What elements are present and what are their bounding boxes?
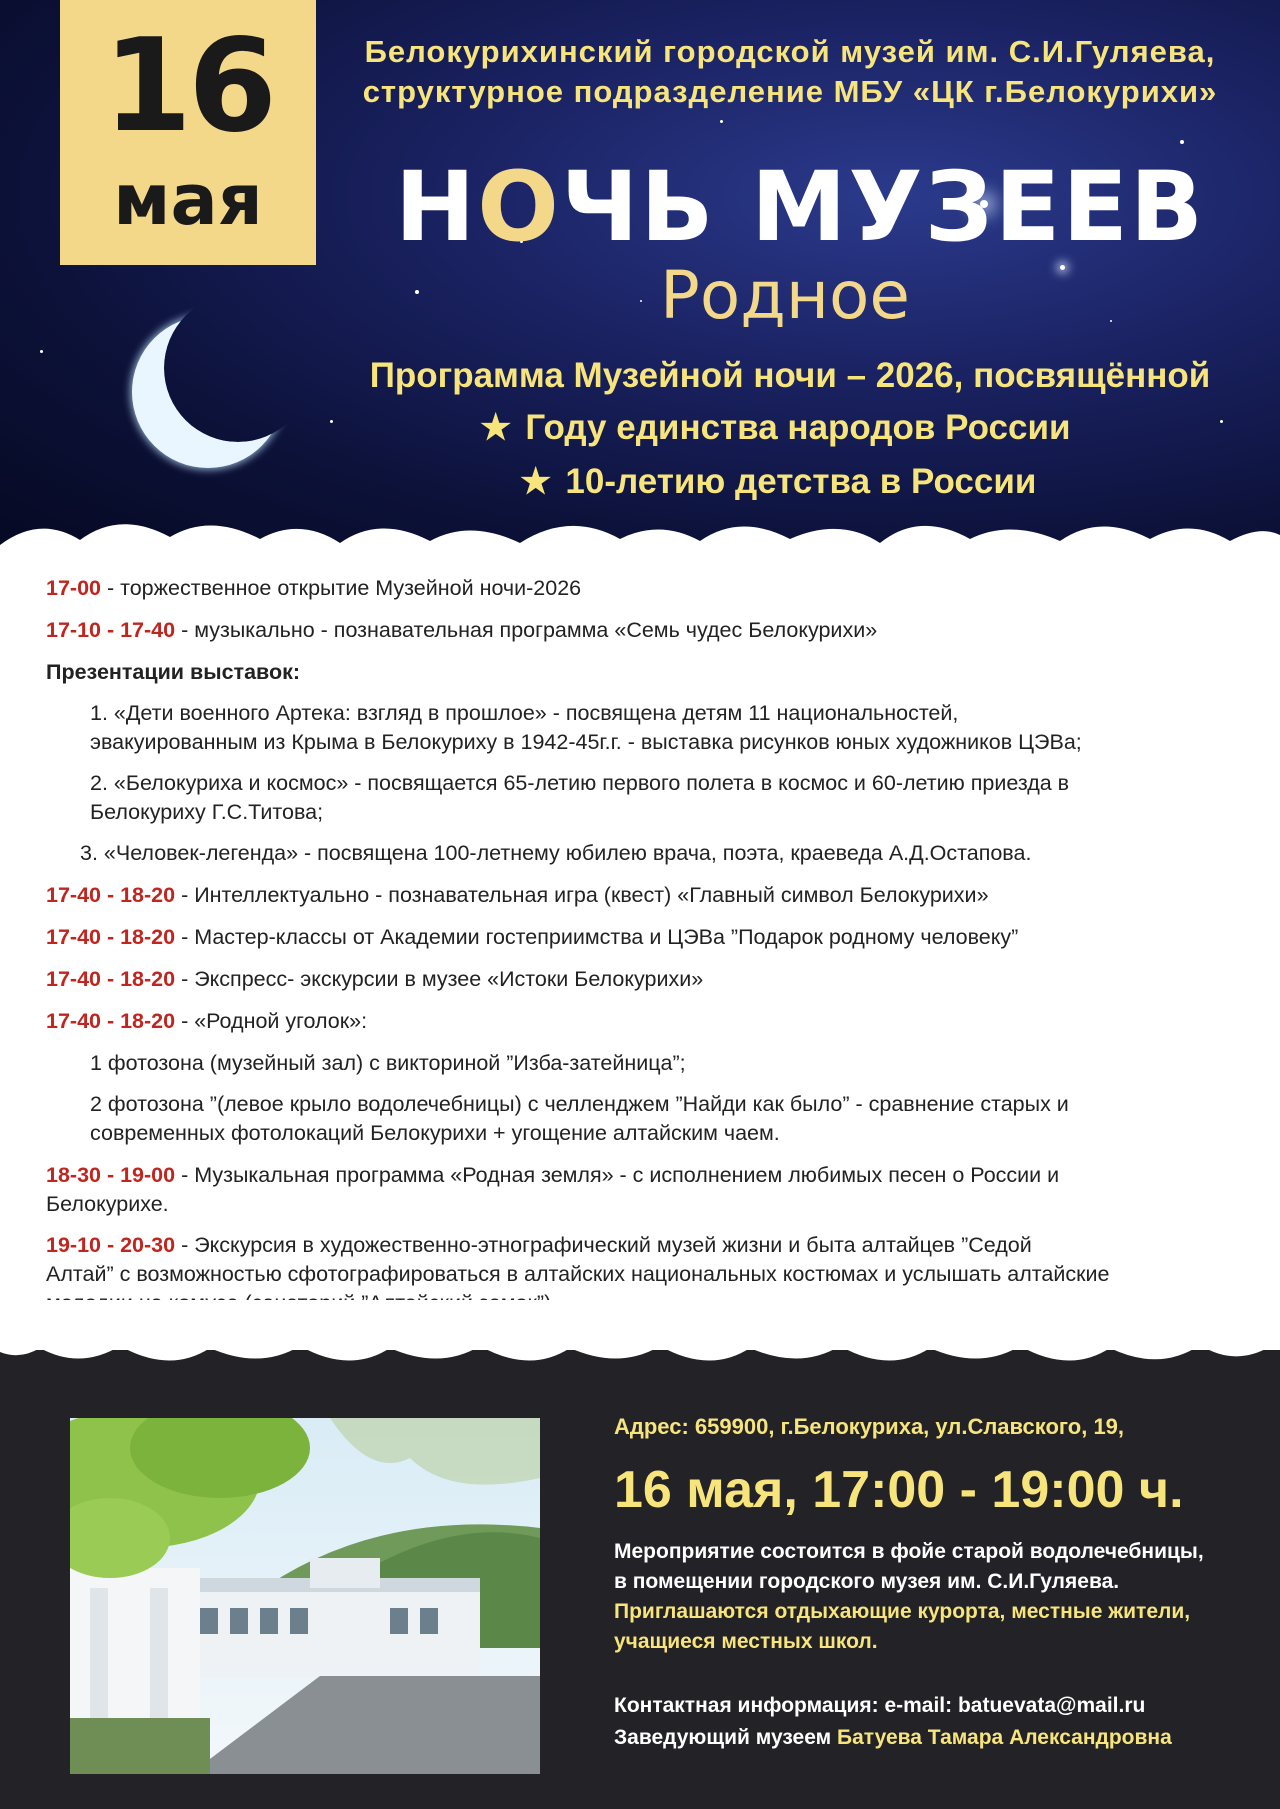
schedule-text: - «Родной уголок»: (175, 1009, 368, 1033)
schedule-item (46, 574, 1246, 603)
star-bullet-icon: ★ (480, 408, 512, 447)
star-icon (1110, 320, 1112, 322)
museum-building-photo (70, 1418, 540, 1774)
schedule-text: - музыкально - познавательная программа «Семь чудес Белокурихи» (175, 618, 878, 642)
event-title (370, 152, 1230, 262)
date-month: мая (113, 159, 263, 241)
schedule-time: 19-10 - 20-30 (46, 1233, 176, 1257)
schedule-item (46, 881, 1246, 910)
event-datetime: 16 мая, 17:00 - 19:00 ч. (614, 1461, 1184, 1519)
title-suffix: ЧЬ МУЗЕЕВ (560, 151, 1206, 263)
contact-info: Контактная информация: e-mail: batuevata@mail.ru (614, 1694, 1146, 1717)
star-icon (415, 290, 419, 294)
venue-text: Мероприятие состоится в фойе старой водолечебницы, (614, 1540, 1204, 1563)
schedule-text: - Экскурсия в художественно-этнографический музей жизни и быта алтайцев ”Седой (175, 1233, 1032, 1257)
photo-zone-item-cont: современных фотолокаций Белокурихи + угощение алтайским чаем. (90, 1121, 780, 1145)
schedule-item-cont: Белокурихе. (46, 1192, 169, 1216)
schedule-time: 17-40 - 18-20 (46, 1009, 176, 1033)
invitation-text: Приглашаются отдыхающие курорта, местные жители, (614, 1600, 1191, 1623)
schedule-time: 17-40 - 18-20 (46, 925, 176, 949)
head-name: Батуева Тамара Александровна (837, 1726, 1172, 1749)
program-dedication-2 (520, 462, 1036, 502)
star-icon (1180, 140, 1184, 144)
program-title: Программа Музейной ночи – 2026, посвящённой (369, 356, 1211, 395)
presentation-item: 1. «Дети военного Артека: взгляд в прошлое» - посвящена детям 11 национальностей, (90, 701, 959, 725)
schedule-time: 17-00 (46, 576, 101, 600)
schedule-text: - Музыкальная программа «Родная земля» - с исполнением любимых песен о России и (175, 1163, 1060, 1187)
schedule-time: 17-40 - 18-20 (46, 883, 176, 907)
star-icon (1220, 420, 1223, 423)
date-day: 16 (102, 12, 274, 161)
photo-zone-item: 1 фотозона (музейный зал) с викториной ”Изба-затейница”; (90, 1051, 686, 1075)
presentations-heading: Презентации выставок: (46, 660, 301, 684)
program-dedication-1 (480, 408, 1071, 448)
schedule-item (46, 923, 1246, 952)
schedule-item (46, 965, 1246, 994)
schedule-item (46, 1231, 1246, 1260)
title-prefix: Н (394, 151, 478, 263)
dedication-text: Году единства народов России (525, 408, 1071, 447)
schedule-time: 18-30 - 19-00 (46, 1163, 176, 1187)
head-label: Заведующий музеем (614, 1726, 837, 1749)
schedule-item (46, 616, 1246, 645)
cloud-edge-bottom (0, 1300, 1280, 1380)
organizer-line-1: Белокурихинский городской музей им. С.И.Гуляева, (364, 34, 1216, 69)
presentation-item: 2. «Белокуриха и космос» - посвящается 65-летию первого полета в космос и 60-летию приезда в (90, 771, 1070, 795)
cloud-edge-top (0, 505, 1280, 575)
photo-zone-item: 2 фотозона ”(левое крыло водолечебницы) с челленджем ”Найди как было” - сравнение старых и (90, 1092, 1069, 1116)
organizer-line-2: структурное подразделение МБУ «ЦК г.Белокурихи» (362, 74, 1218, 109)
venue-text: в помещении городского музея им. С.И.Гуляева. (614, 1570, 1120, 1593)
schedule-item (46, 1007, 1246, 1036)
title-moon-letter: О (477, 151, 561, 263)
dedication-text: 10-летию детства в России (565, 462, 1037, 501)
crescent-moon-icon (118, 300, 298, 480)
schedule-item-cont: Алтай” с возможностью сфотографироваться в алтайских национальных костюмах и услышать алтайские (46, 1262, 1110, 1286)
star-icon (40, 350, 43, 353)
event-subtitle: Родное (660, 257, 910, 334)
schedule-item (46, 1161, 1246, 1190)
presentation-item-cont: Белокуриху Г.С.Титова; (90, 800, 324, 824)
schedule-time: 17-10 - 17-40 (46, 618, 176, 642)
schedule-text: - Интеллектуально - познавательная игра (квест) «Главный символ Белокурихи» (175, 883, 989, 907)
schedule-text: - Экспресс- экскурсии в музее «Истоки Белокурихи» (175, 967, 704, 991)
schedule-time: 17-40 - 18-20 (46, 967, 176, 991)
address-text: Адрес: 659900, г.Белокуриха, ул.Славского, 19, (614, 1414, 1125, 1439)
museum-head (614, 1726, 1172, 1750)
invitation-text: учащиеся местных школ. (614, 1630, 878, 1653)
schedule-text: - торжественное открытие Музейной ночи-2026 (101, 576, 582, 600)
star-icon (720, 120, 723, 123)
star-icon (330, 420, 333, 423)
schedule-text: - Мастер-классы от Академии гостеприимства и ЦЭВа ”Подарок родному человеку” (175, 925, 1019, 949)
star-icon (1060, 265, 1065, 270)
presentation-item: 3. «Человек-легенда» - посвящена 100-летнему юбилею врача, поэта, краеведа А.Д.Остапова. (80, 841, 1032, 865)
date-badge (60, 0, 316, 265)
presentation-item-cont: эвакуированным из Крыма в Белокуриху в 1942-45г.г. - выставка рисунков юных художников ЦЭВа; (90, 730, 1082, 754)
star-bullet-icon: ★ (520, 462, 552, 501)
